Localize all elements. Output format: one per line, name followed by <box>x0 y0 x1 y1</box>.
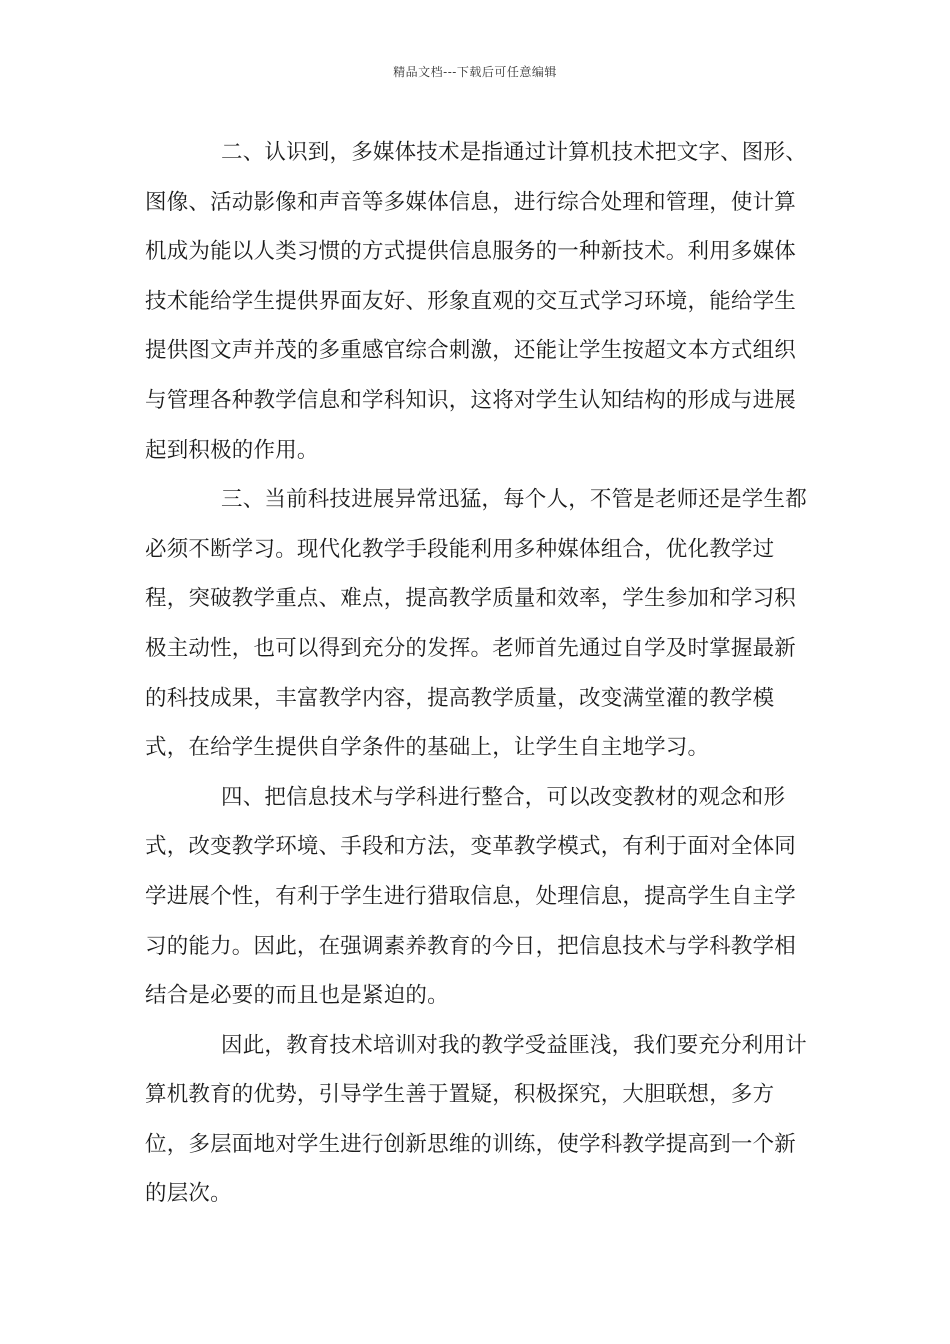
page-header: 精品文档---下载后可任意编辑 <box>393 65 557 79</box>
paragraph-3: 三、当前科技进展异常迅猛，每个人，不管是老师还是学生都必须不断学习。现代化教学手段能利用多种媒体组合，优化教学过程，突破教学重点、难点，提高教学质量和效率，学生参加和学习积极主动性，也可以得到充分的发挥。老师首先通过自学及时掌握最新的科技成果，丰富教学内容，提高教学质量，改变满堂灌的教学模式，在给学生提供自学条件的基础上，让学生自主地学习。 <box>145 487 807 761</box>
paragraph-conclusion: 因此，教育技术培训对我的教学受益匪浅，我们要充分利用计算机教育的优势，引导学生善于置疑，积极探究，大胆联想，多方位，多层面地对学生进行创新思维的训练，使学科教学提高到一个新的层次。 <box>145 1032 807 1207</box>
paragraph-4: 四、把信息技术与学科进行整合，可以改变教材的观念和形式，改变教学环境、手段和方法，变革教学模式，有利于面对全体同学进展个性，有利于学生进行猎取信息，处理信息，提高学生自主学习的能力。因此，在强调素养教育的今日，把信息技术与学科教学相结合是必要的而且也是紧迫的。 <box>145 784 797 1009</box>
document-body <box>145 128 810 1219</box>
paragraph-2: 二、认识到，多媒体技术是指通过计算机技术把文字、图形、图像、活动影像和声音等多媒体信息，进行综合处理和管理，使计算机成为能以人类习惯的方式提供信息服务的一种新技术。利用多媒体技术能给学生提供界面友好、形象直观的交互式学习环境，能给学生提供图文声并茂的多重感官综合刺激，还能让学生按超文本方式组织与管理各种教学信息和学科知识，这将对学生认知结构的形成与进展起到积极的作用。 <box>145 140 807 463</box>
